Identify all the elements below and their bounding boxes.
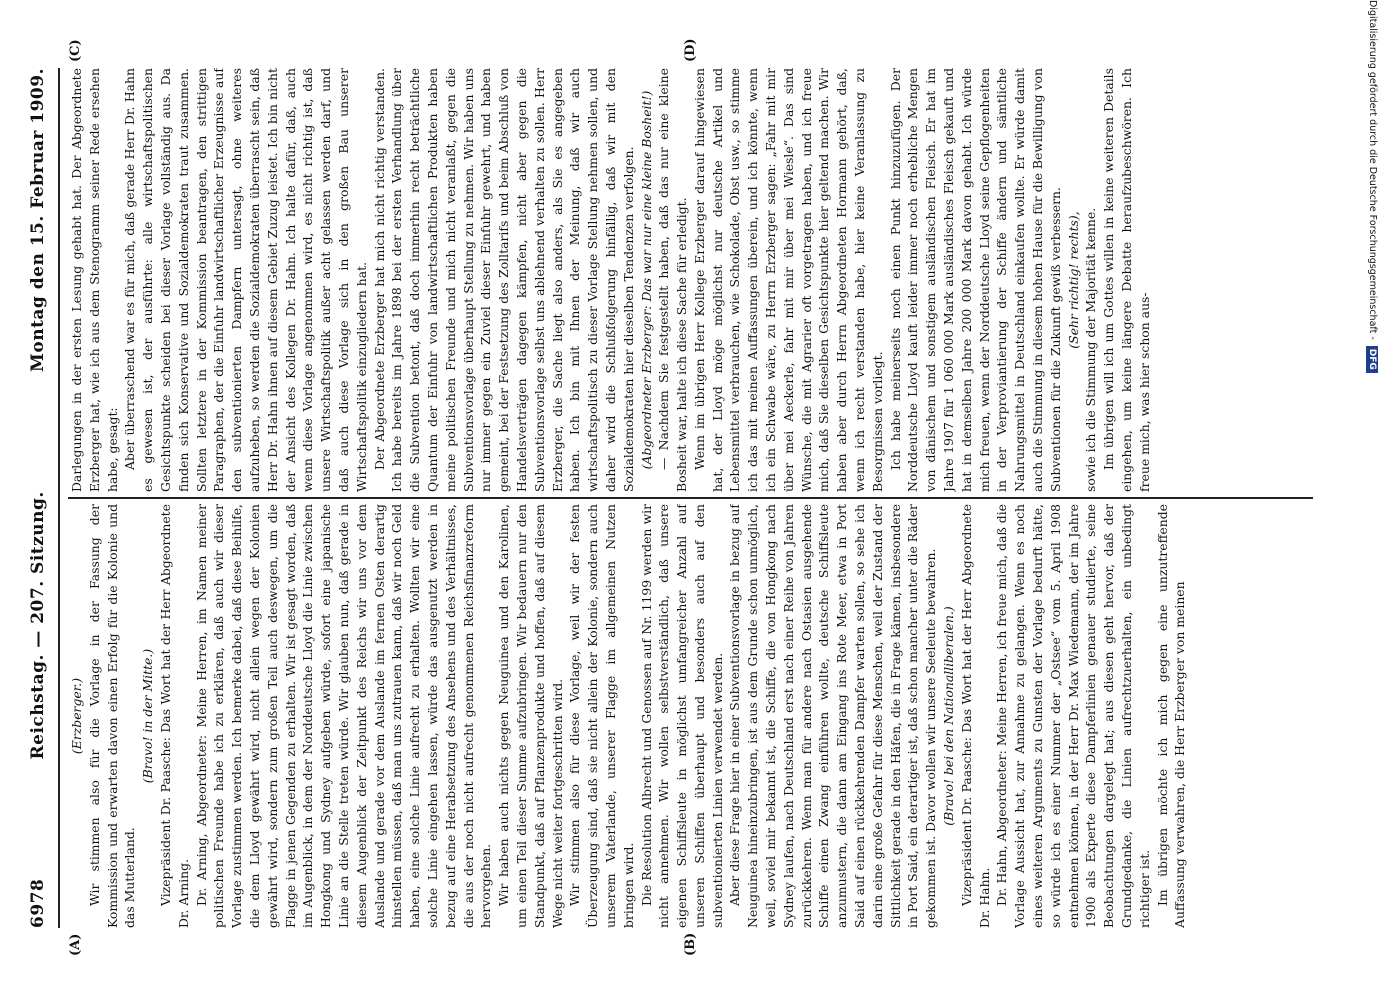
page-content bbox=[28, 38, 1318, 956]
stage-direction: (Abgeordneter Erzberger: Das war nur eine kleine Bosheit!) bbox=[638, 90, 654, 470]
paragraph: Aber diese Frage hier in einer Subventionsvorlage in bezug auf Neuguinea hineinzubringen, ist aus dem Grunde schon unmöglich, weil, soviel mir bekannt ist, die Schiffe, die von Hongkong nach Sydney laufen, nach Deutschland erst nach einer Reihe von Jahren zurückkehren. Wenn man für andere nach Ostasien ausgehende Schiffe einen Zwang einführen wollte, deutsche Schiffsleute anzumustern, die dann am Eingang ins Rote Meer, etwa in Port Said auf einen rückkehrenden Dampfer warten sollen, so sehe ich darin eine große Gefahr für diese Menschen, weil der Zustand der Sittlichkeit gerade in den Häfen, die in Frage kämen, insbesondere in Port Said, ein derartiger ist, daß schon mancher unter die Räder gekommen ist. Davor wollen wir unsere Seeleute bewahren. bbox=[727, 504, 939, 928]
paragraph: Wir haben auch nichts gegen Neuguinea und den Karolinen, um einen Teil dieser Summe aufzubringen. Wir bedauern nur den Standpunkt, daß auf Pflanzenprodukte und hoffen, daß auf diesem Wege nicht weiter fortgeschritten wird. bbox=[496, 504, 565, 928]
paragraph: Dr. Arning, Abgeordneter: Meine Herren, im Namen meiner politischen Freunde habe ich zu erklären, daß auch wir dieser Vorlage zustimmen werden. Ich bemerke dabei, daß diese Beihilfe, die dem Lloyd gewährt wird, nicht allein wegen der Kolonien gewährt wird, sondern zum großen Teil auch deswegen, um die Flagge in jenen Gegenden zu erhalten. Wir ist gesagt worden, daß im Augenblick, in dem der Norddeutsche Lloyd die Linie zwischen Hongkong und Sydney aufgeben würde, sofort eine japanische Linie an die Stelle treten würde. Wir glauben nun, daß gerade in diesem Augenblick der Zeitpunkt des Reichs wir uns vor dem Auslande und gerade vor dem Auslande im fernen Osten derartig hinstellen müssen, daß man uns zutrauen kann, daß wir noch Geld haben, eine solche Linie aufrecht zu erhalten. Wollten wir eine solche Linie eingehen lassen, würde das ausgenutzt werden in bezug auf eine Herabsetzung des Ansehens und des Verhältnisses, die aus der noch nicht aufrecht genommenen Reichsfinanzreform hervorgehen. bbox=[193, 504, 494, 928]
paragraph: Aber überraschend war es für mich, daß gerade Herr Dr. Hahn es gewesen ist, der ausführte: alle wirtschaftspolitischen Gesichtspunkte scheiden bei dieser Vorlage vollständig aus. Da finden sich Konservative und Sozialdemokraten traut zusammen. Sollten letztere in der Kommission beantragen, den strittigen Paragraphen, der die Einfuhr landwirtschaftlicher Erzeugnisse auf den subventionierten Dampfern untersagt, ohne weiteres aufzuheben, so werden die Sozialdemokraten überrascht sein, daß Herr Dr. Hahn ihnen auf diesem Gebiet Zuzug leistet. Ich bin nicht der Ansicht des Kollegen Dr. Hahn. Ich halte dafür, daß, auch wenn diese Vorlage angenommen wird, es nicht richtig ist, daß unsere Wirtschaftspolitik außer acht gelassen werden darf, und daß auch diese Vorlage sich in den großen Bau unserer Wirtschaftspolitik einzugliedern hat. bbox=[122, 68, 369, 492]
paragraph: — Nachdem Sie festgestellt haben, daß das nur eine kleine Bosheit war, halte ich diese Sache für erledigt. bbox=[656, 68, 690, 492]
margin-marker-b: (B) bbox=[683, 932, 698, 956]
paragraph: Wenn im übrigen Herr Kollege Erzberger darauf hingewiesen hat, der Lloyd möge möglichst nur deutsche Artikel und Lebensmittel verbrauchen, wie Schokolade, Obst usw., so stimme ich das mit meinen Auffassungen überein, und ich könnte, wenn ich ein Schwabe wäre, zu Herrn Erzberger sagen: „Fahr mit mir über mei Aeckerle, fahr mit mir über mei Wiesle“. Das sind Wünsche, die mit Agrarier oft vorgetragen haben, und ich freue mich, daß Sie dieselben Gesichtspunkte hier geltend machen. Wir haben aber durch Herrn Abgeordneten Hormann gehört, daß, wenn ich recht verstanden habe, hier keine Veranlassung zu Besorgnissen vorliegt. bbox=[691, 68, 885, 492]
stage-direction: (Bravo! bei den Nationalliberalen.) bbox=[941, 606, 957, 826]
paragraph: Im übrigen will ich um Gottes willen in keine weiteren Details eingehen, um keine längere Debatte heraufzubeschwören. Ich freue mich, was hier schon aus- bbox=[1101, 68, 1152, 492]
paragraph: Wir stimmen also für die Vorlage in der Fassung der Kommission und erwarten davon einen Erfolg für die Kolonie und das Mutterland. bbox=[86, 504, 138, 928]
right-column bbox=[68, 68, 1313, 492]
dfg-logo-badge: DFG bbox=[1366, 346, 1378, 373]
stage-direction: (Sehr richtig! rechts), bbox=[1065, 211, 1081, 349]
stage-direction: (Erzberger.) bbox=[69, 677, 84, 755]
paragraph: Darlegungen in der ersten Lesung gehabt hat. Der Abgeordnete Erzberger hat, wie ich aus dem Stenogramm seiner Rede ersehen habe, gesagt: bbox=[69, 68, 120, 492]
paragraph: sowie ich die Stimmung der Majorität kenne. bbox=[1083, 207, 1099, 492]
page-number: 6978 bbox=[28, 878, 48, 928]
column-divider bbox=[68, 497, 1313, 499]
digitization-credit-line bbox=[1363, 0, 1381, 1000]
text-columns bbox=[68, 68, 1313, 928]
margin-marker-d: (D) bbox=[683, 38, 698, 62]
session-date: Montag den 15. Februar 1909. bbox=[28, 68, 48, 372]
paragraph: Die Resolution Albrecht und Genossen auf Nr. 1199 werden wir nicht annehmen. Wir wollen selbstverständlich, daß unsere eigenen Schiffsleute in möglichst umfangreicher Anzahl auf unseren Schiffen überhaupt und besonders auch auf den subventionierten Linien verwendet werden. bbox=[638, 504, 725, 928]
paragraph: Dr. Hahn, Abgeordneter: Meine Herren, ich freue mich, daß die Vorlage Aussicht hat, zur Annahme zu gelangen. Wenn es noch eines weiteren Arguments zu Gunsten der Vorlage bedurft hätte, so würde ich es einer Nummer der „Ostsee“ vom 5. April 1908 entnehmen können, in der Herr Dr. Max Wiedemann, der im Jahre 1900 als Experte diese Dampferlinien genauer studierte, seine Beobachtungen dargelegt hat; aus diesen geht hervor, daß der Grundgedanke, die Linien aufrechtzuerhalten, ein unbedingt richtiger ist. bbox=[994, 504, 1152, 928]
margin-marker-c: (C) bbox=[68, 39, 83, 62]
header-rule bbox=[58, 68, 60, 928]
stage-direction: (Bravo! in der Mitte.) bbox=[140, 648, 156, 784]
page-title: Reichstag. — 207. Sitzung. bbox=[28, 491, 48, 760]
paragraph: Der Abgeordnete Erzberger hat mich nicht richtig verstanden. Ich habe bereits im Jahre 1898 bei der ersten Verhandlung über die Subvention betont, daß doch immerhin recht beträchtliche Quantum der Einfuhr von landwirtschaftlichen Produkten haben meine politischen Freunde und mich nicht veranlaßt, gegen die Subventionsvorlage überhaupt Stellung zu nehmen. Wir haben uns nur immer gegen ein Zuviel dieser Einfuhr gewehrt, und haben gemeint, bei der Festsetzung des Zolltarifs und beim Abschluß von Handelsverträgen dagegen kämpfen, nicht aber gegen die Subventionsvorlage selbst uns ablehnend verhalten zu sollen. Herr Erzberger, die Sache liegt also anders, als Sie es angegeben haben. Ich bin mit Ihnen der Meinung, daß wir auch wirtschaftspolitisch zu dieser Vorlage Stellung nehmen sollen, und daher wird die Schlußfolgerung hinfällig, daß wir mit den Sozialdemokraten hier dieselben Tendenzen verfolgen. bbox=[371, 68, 636, 492]
paragraph: Im übrigen möchte ich mich gegen eine unzutreffende Auffassung verwahren, die Herr Erzberger von meinen bbox=[1154, 504, 1188, 928]
paragraph: Ich habe meinerseits noch einen Punkt hinzuzufügen. Der Norddeutsche Lloyd kauft leider immer noch erhebliche Mengen von dänischem und sonstigem ausländischen Fleisch. Er hat im Jahre 1907 für 1 060 000 Mark ausländisches Fleisch gekauft und hat in demselben Jahre 200 000 Mark davon gehabt. Ich würde mich freuen, wenn der Norddeutsche Lloyd seine Gepflogenheiten in der Verproviantierung der Schiffe ändern und sämtliche Nahrungsmittel in Deutschland einkaufen wollte. Er würde damit auch die Stimmung in diesem hohen Hause für die Bewilligung von Subventionen für die Zukunft gewiß verbessern. bbox=[887, 68, 1063, 492]
margin-marker-a: (A) bbox=[68, 933, 83, 956]
digitization-credit bbox=[1363, 0, 1381, 1000]
running-head bbox=[28, 68, 54, 928]
paragraph: Wir stimmen also für diese Vorlage, weil wir der festen Überzeugung sind, daß sie nicht allein der Kolonie, sondern auch unserem Vaterlande, unserer Flagge im allgemeinen Nutzen bringen wird. bbox=[567, 504, 636, 928]
paragraph: Vizepräsident Dr. Paasche: Das Wort hat der Herr Abgeordnete Dr. Hahn. bbox=[958, 504, 992, 928]
paragraph: Vizepräsident Dr. Paasche: Das Wort hat der Herr Abgeordnete Dr. Arning. bbox=[157, 504, 191, 928]
left-column bbox=[68, 504, 1313, 928]
digitization-credit-text: Digitalisierung gefördert durch die Deutsche Forschungsgemeinschaft - bbox=[1367, 0, 1378, 340]
